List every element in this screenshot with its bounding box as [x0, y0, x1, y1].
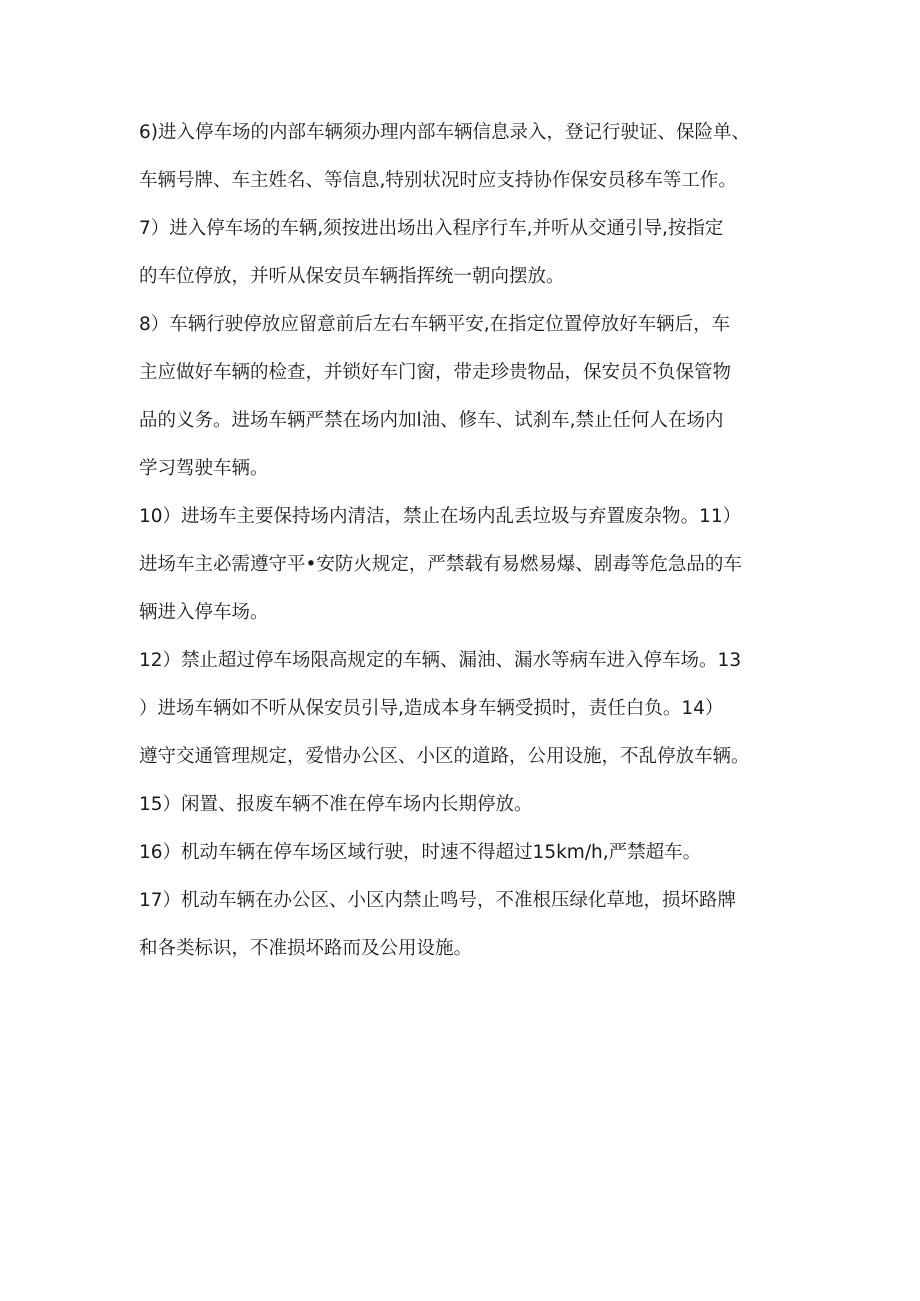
text-line-7: 品的义务。进场车辆严禁在场内加l油、修车、试刹车,禁止任何人在场内 — [139, 410, 724, 431]
text-line-17: 17）机动车辆在办公区、小区内禁止鸣号，不准根压绿化草地，损坏路牌 — [139, 890, 737, 911]
text-line-3: 7）进入停车场的车辆,须按进出场出入程序行车,并听从交通引导,按指定 — [139, 218, 724, 239]
text-line-12: 12）禁止超过停车场限高规定的车辆、漏油、漏水等病车进入停车场。13 — [139, 650, 742, 671]
text-line-9: 10）进场车主要保持场内清洁，禁止在场内乱丢垃圾与弃置废杂物。11） — [139, 506, 742, 527]
text-line-6: 主应做好车辆的检查，并锁好车门窗，带走珍贵物品，保安员不负保管物 — [139, 362, 732, 383]
text-line-11: 辆进入停车场。 — [139, 602, 269, 623]
text-line-5: 8）车辆行驶停放应留意前后左右车辆平安,在指定位置停放好车辆后，车 — [139, 314, 731, 335]
text-line-16: 16）机动车辆在停车场区域行驶，时速不得超过15km/h,严禁超车。 — [139, 842, 702, 863]
text-line-18: 和各类标识，不准损坏路而及公用设施。 — [139, 938, 473, 959]
text-line-1: 6)进入停车场的内部车辆须办理内部车辆信息录入，登记行驶证、保险单、 — [139, 122, 750, 143]
document-body — [139, 112, 789, 976]
text-line-8: 学习驾驶车辆。 — [139, 458, 269, 479]
text-line-14: 遵守交通管理规定，爱惜办公区、小区的道路，公用设施，不乱停放车辆。 — [139, 746, 750, 767]
text-line-4: 的车位停放，并听从保安员车辆指挥统一朝向摆放。 — [139, 266, 565, 287]
text-line-13: ）进场车辆如不听从保安员引导,造成本身车辆受损时，责任白负。14） — [139, 698, 724, 719]
text-line-2: 车辆号牌、车主姓名、等信息,特别状况时应支持协作保安员移车等工作。 — [139, 170, 737, 191]
text-line-10: 进场车主必需遵守平•安防火规定，严禁载有易燃易爆、剧毒等危急品的车 — [139, 554, 742, 575]
text-line-15: 15）闲置、报废车辆不准在停车场内长期停放。 — [139, 794, 533, 815]
